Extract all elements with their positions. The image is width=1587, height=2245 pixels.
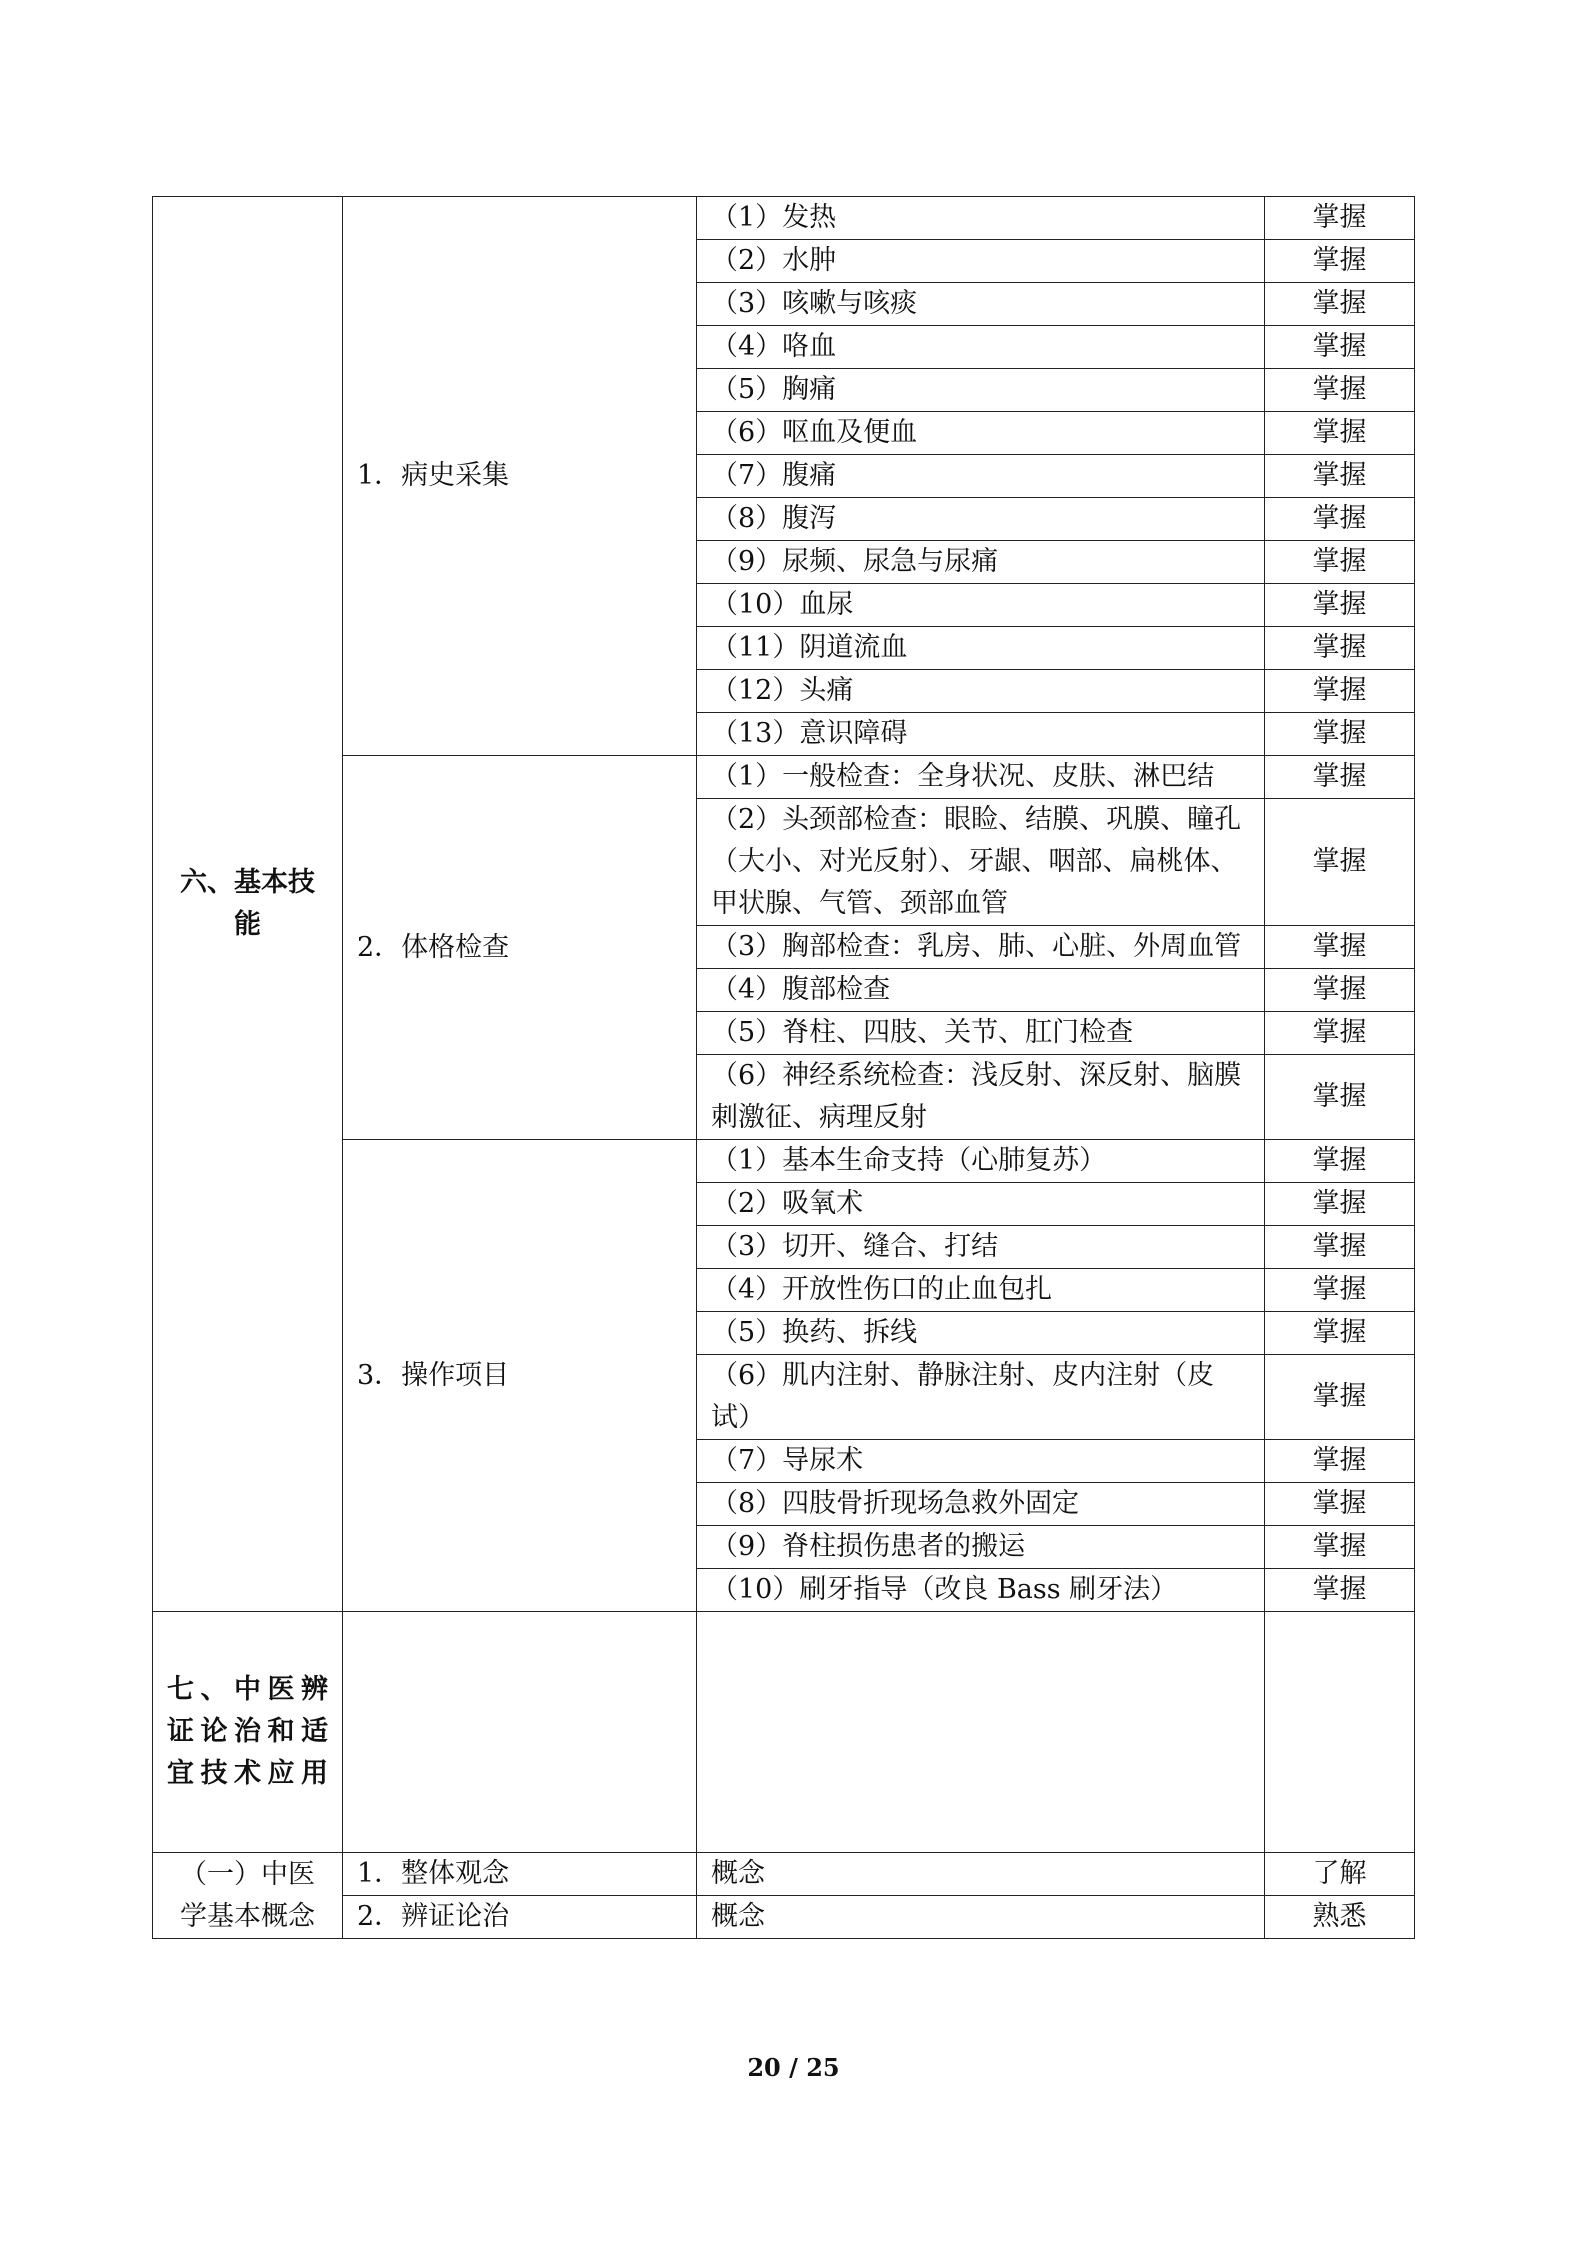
group-title-history: 1．病史采集 [343, 197, 697, 756]
item-text: （11）阴道流血 [697, 627, 1265, 670]
item-text: （6）神经系统检查：浅反射、深反射、脑膜刺激征、病理反射 [697, 1055, 1265, 1140]
mastery-level: 掌握 [1265, 627, 1415, 670]
group-title-physical-exam: 2．体格检查 [343, 756, 697, 1140]
mastery-level: 掌握 [1265, 584, 1415, 627]
item-text: （2）吸氧术 [697, 1183, 1265, 1226]
item-text: （5）脊柱、四肢、关节、肛门检查 [697, 1012, 1265, 1055]
mastery-level: 掌握 [1265, 1355, 1415, 1440]
item-text: （9）脊柱损伤患者的搬运 [697, 1526, 1265, 1569]
mastery-level: 掌握 [1265, 283, 1415, 326]
mastery-level: 掌握 [1265, 1440, 1415, 1483]
mastery-level: 掌握 [1265, 969, 1415, 1012]
mastery-level: 掌握 [1265, 240, 1415, 283]
mastery-level: 了解 [1265, 1853, 1415, 1896]
table-row [153, 1612, 1415, 1853]
item-text: （7）导尿术 [697, 1440, 1265, 1483]
item-text: （8）四肢骨折现场急救外固定 [697, 1483, 1265, 1526]
table-row [153, 197, 1415, 240]
unit-title: 1．整体观念 [343, 1853, 697, 1896]
mastery-level: 掌握 [1265, 498, 1415, 541]
subsection-title: （一）中医学基本概念 [153, 1853, 343, 1939]
item-text: （3）咳嗽与咳痰 [697, 283, 1265, 326]
section6-title: 六、基本技能 [153, 197, 343, 1612]
mastery-level: 掌握 [1265, 1183, 1415, 1226]
item-text: （5）换药、拆线 [697, 1312, 1265, 1355]
mastery-level: 掌握 [1265, 369, 1415, 412]
item-text: （2）头颈部检查：眼睑、结膜、巩膜、瞳孔（大小、对光反射）、牙龈、咽部、扁桃体、甲状腺、气管、颈部血管 [697, 799, 1265, 926]
mastery-level: 掌握 [1265, 1569, 1415, 1612]
item-text: （7）腹痛 [697, 455, 1265, 498]
table-row [153, 1896, 1415, 1939]
empty-cell [697, 1612, 1265, 1853]
item-text: （6）呕血及便血 [697, 412, 1265, 455]
mastery-level: 掌握 [1265, 1269, 1415, 1312]
group-title-procedures: 3．操作项目 [343, 1140, 697, 1612]
table-row [153, 1853, 1415, 1896]
item-text: （9）尿频、尿急与尿痛 [697, 541, 1265, 584]
item-text: （6）肌内注射、静脉注射、皮内注射（皮试） [697, 1355, 1265, 1440]
syllabus-table [152, 196, 1415, 1939]
item-text: （1）一般检查：全身状况、皮肤、淋巴结 [697, 756, 1265, 799]
mastery-level: 掌握 [1265, 541, 1415, 584]
mastery-level: 掌握 [1265, 1012, 1415, 1055]
section7-title: 七、中医辨证论治和适宜技术应用 [153, 1612, 343, 1853]
item-text: （5）胸痛 [697, 369, 1265, 412]
mastery-level: 掌握 [1265, 713, 1415, 756]
mastery-level: 掌握 [1265, 799, 1415, 926]
mastery-level: 掌握 [1265, 326, 1415, 369]
item-text: （1）基本生命支持（心肺复苏） [697, 1140, 1265, 1183]
page-number: 20 / 25 [747, 2053, 840, 2082]
mastery-level: 掌握 [1265, 670, 1415, 713]
item-text: （3）胸部检查：乳房、肺、心脏、外周血管 [697, 926, 1265, 969]
item-text: （4）咯血 [697, 326, 1265, 369]
mastery-level: 掌握 [1265, 412, 1415, 455]
table-row [153, 1140, 1415, 1183]
mastery-level: 熟悉 [1265, 1896, 1415, 1939]
mastery-level: 掌握 [1265, 926, 1415, 969]
item-text: 概念 [697, 1896, 1265, 1939]
item-text: （8）腹泻 [697, 498, 1265, 541]
item-text: （2）水肿 [697, 240, 1265, 283]
item-text: （4）开放性伤口的止血包扎 [697, 1269, 1265, 1312]
item-text: （10）血尿 [697, 584, 1265, 627]
unit-title: 2．辨证论治 [343, 1896, 697, 1939]
mastery-level: 掌握 [1265, 1526, 1415, 1569]
mastery-level: 掌握 [1265, 197, 1415, 240]
empty-cell [1265, 1612, 1415, 1853]
table-row [153, 756, 1415, 799]
item-text: （1）发热 [697, 197, 1265, 240]
item-text: （10）刷牙指导（改良 Bass 刷牙法） [697, 1569, 1265, 1612]
mastery-level: 掌握 [1265, 1140, 1415, 1183]
mastery-level: 掌握 [1265, 1483, 1415, 1526]
mastery-level: 掌握 [1265, 455, 1415, 498]
mastery-level: 掌握 [1265, 756, 1415, 799]
item-text: （12）头痛 [697, 670, 1265, 713]
mastery-level: 掌握 [1265, 1226, 1415, 1269]
mastery-level: 掌握 [1265, 1312, 1415, 1355]
item-text: （13）意识障碍 [697, 713, 1265, 756]
mastery-level: 掌握 [1265, 1055, 1415, 1140]
item-text: 概念 [697, 1853, 1265, 1896]
item-text: （4）腹部检查 [697, 969, 1265, 1012]
item-text: （3）切开、缝合、打结 [697, 1226, 1265, 1269]
empty-cell [343, 1612, 697, 1853]
